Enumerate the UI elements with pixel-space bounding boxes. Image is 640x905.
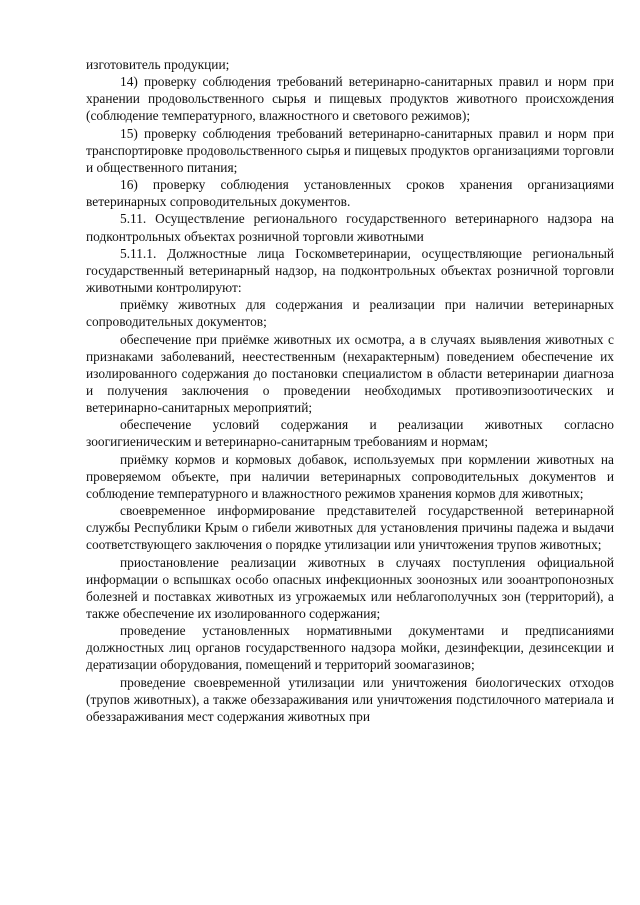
paragraph-5-11-1: 5.11.1. Должностные лица Госкомветеринарии, осуществляющие региональный государственный ветеринарный надзор, на подконтрольных объектах розничной торговли животными контролируют: xyxy=(86,245,614,296)
section-heading-5-11: 5.11. Осуществление регионального государственного ветеринарного надзора на подконтрольных объектах розничной торговли животными xyxy=(86,211,614,244)
paragraph-feed-acceptance: приёмку кормов и кормовых добавок, используемых при кормлении животных на проверяемом объекте, при наличии ветеринарных сопроводительных документов и соблюдение температурного и влажностного режимов хранения кормов для животных; xyxy=(86,451,614,501)
paragraph-waste-disposal: проведение своевременной утилизации или уничтожения биологических отходов (трупов животных), а также обеззараживания или уничтожения подстилочного материала и обеззараживания мест содержания животных при xyxy=(86,674,614,724)
paragraph-item-16: 16) проверку соблюдения установленных сроков хранения организациями ветеринарных сопроводительных документов. xyxy=(86,177,614,210)
paragraph-item-14: 14) проверку соблюдения требований ветеринарно-санитарных правил и норм при хранении продовольственного сырья и пищевых продуктов животного происхождения (соблюдение температурного, влажностного и светового режимов); xyxy=(86,74,614,124)
paragraph-item-15: 15) проверку соблюдения требований ветеринарно-санитарных правил и норм при транспортировке продовольственного сырья и пищевых продуктов организациями торговли и общественного питания; xyxy=(86,125,614,175)
paragraph-animal-inspection: обеспечение при приёмке животных их осмотра, а в случаях выявления животных с признаками заболеваний, неестественным (нехарактерным) поведением обеспечение их изолированного содержания до постановки специалистом в области ветеринарии диагноза и получения заключения о проведении необходимых противоэпизоотических и ветеринарно-санитарных мероприятий; xyxy=(86,331,614,416)
paragraph-sale-suspension: приостановление реализации животных в случаях поступления официальной информации о вспышках особо опасных инфекционных зоонозных или зооантропонозных болезней и поставках животных из угрожаемых или неблагополучных зон (территорий), а также обеспечение их изолированного содержания; xyxy=(86,554,614,621)
paragraph-death-notification: своевременное информирование представителей государственной ветеринарной службы Республики Крым о гибели животных для установления причины падежа и выдачи соответствующего заключения о порядке утилизации или уничтожения трупов животных; xyxy=(86,503,614,553)
paragraph-keeping-conditions: обеспечение условий содержания и реализации животных согласно зоогигиеническим и ветеринарно-санитарным требованиям и нормам; xyxy=(86,417,614,450)
paragraph-disinfection: проведение установленных нормативными документами и предписаниями должностных лиц органов государственного надзора мойки, дезинфекции, дезинсекции и дератизации оборудования, помещений и территорий зоомагазинов; xyxy=(86,623,614,673)
paragraph-animal-acceptance: приёмку животных для содержания и реализации при наличии ветеринарных сопроводительных документов; xyxy=(86,297,614,330)
paragraph-continuation: изготовитель продукции; xyxy=(86,57,230,72)
